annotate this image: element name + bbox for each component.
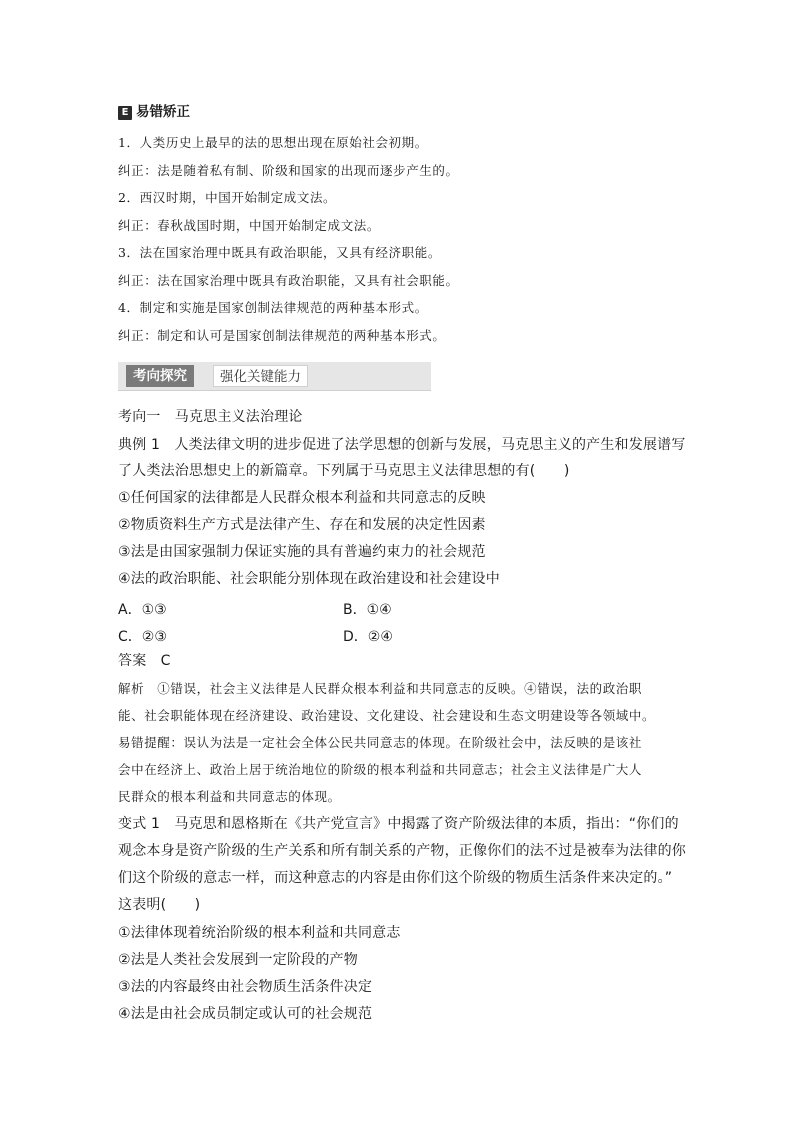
error-fix-2: 纠正：春秋战国时期，中国开始制定成文法。: [118, 218, 381, 233]
variant-stem-line-3: 们这个阶级的意志一样，而这种意志的内容是由你们这个阶级的物质生活条件来决定的。”: [118, 870, 673, 886]
section-e-icon: E: [118, 106, 132, 120]
example-stem-line-2: 了人类法治思想史上的新篇章。下列属于马克思主义法律思想的有( ): [118, 463, 570, 479]
error-fix-1: 纠正：法是随着私有制、阶级和国家的出现而逐步产生的。: [118, 163, 459, 178]
example-statement-3: ③法是由国家强制力保证实施的具有普遍约束力的社会规范: [118, 544, 486, 560]
error-item-1: 1．人类历史上最早的法的思想出现在原始社会初期。: [118, 135, 428, 150]
variant-stem-line-1: 变式 1 马克思和恩格斯在《共产党宣言》中揭露了资产阶级法律的本质，指出：“你们的: [118, 816, 679, 832]
banner-subtitle: 强化关键能力: [213, 365, 308, 387]
variant-statement-2: ②法是人类社会发展到一定阶段的产物: [118, 952, 358, 968]
option-a: A．①③: [118, 602, 167, 618]
section-heading-error-correction: [118, 106, 688, 120]
analysis-line-2: 能、社会职能体现在经济建设、政治建设、文化建设、社会建设和生态文明建设等各领域中。: [118, 708, 656, 723]
variant-statement-3: ③法的内容最终由社会物质生活条件决定: [118, 979, 373, 995]
example-stem-line-1: 典例 1 人类法律文明的进步促进了法学思想的创新与发展，马克思主义的产生和发展谱写: [118, 437, 686, 453]
example-statement-4: ④法的政治职能、社会职能分别体现在政治建设和社会建设中: [118, 571, 500, 587]
option-b: B．①④: [343, 602, 392, 618]
analysis-line-1: 解析 ①错误，社会主义法律是人民群众根本利益和共同意志的反映。④错误，法的政治职: [118, 681, 643, 696]
error-fix-3: 纠正：法在国家治理中既具有政治职能，又具有社会职能。: [118, 273, 459, 288]
error-fix-4: 纠正：制定和认可是国家创制法律规范的两种基本形式。: [118, 328, 446, 343]
variant-stem-line-2: 观念本身是资产阶级的生产关系和所有制关系的产物，正像你们的法不过是被奉为法律的你: [118, 843, 686, 859]
example-statement-2: ②物质资料生产方式是法律产生、存在和发展的决定性因素: [118, 517, 486, 533]
variant-stem-line-4: 这表明( ): [118, 897, 201, 913]
variant-statement-4: ④法是由社会成员制定或认可的社会规范: [118, 1006, 373, 1022]
analysis-line-4: 会中在经济上、政治上居于统治地位的阶级的根本利益和共同意志；社会主义法律是广大人: [118, 762, 643, 777]
example-statement-1: ①任何国家的法律都是人民群众根本利益和共同意志的反映: [118, 490, 486, 506]
option-d: D．②④: [343, 629, 393, 645]
option-c: C．②③: [118, 629, 167, 645]
error-item-4: 4．制定和实施是国家创制法律规范的两种基本形式。: [118, 300, 428, 315]
section-banner: [118, 362, 431, 391]
error-item-2: 2．西汉时期，中国开始制定成文法。: [118, 190, 337, 205]
section-title: 易错矫正: [136, 104, 190, 121]
answer: 答案 C: [118, 653, 171, 669]
error-item-3: 3．法在国家治理中既具有政治职能，又具有经济职能。: [118, 245, 441, 260]
analysis-line-3: 易错提醒：误认为法是一定社会全体公民共同意志的体现。在阶级社会中，法反映的是该社: [118, 735, 643, 750]
variant-statement-1: ①法律体现着统治阶级的根本利益和共同意志: [118, 925, 401, 941]
direction-title: 考向一 马克思主义法治理论: [118, 409, 303, 425]
analysis-line-5: 民群众的根本利益和共同意志的体现。: [118, 789, 341, 804]
banner-tag: 考向探究: [126, 365, 194, 387]
